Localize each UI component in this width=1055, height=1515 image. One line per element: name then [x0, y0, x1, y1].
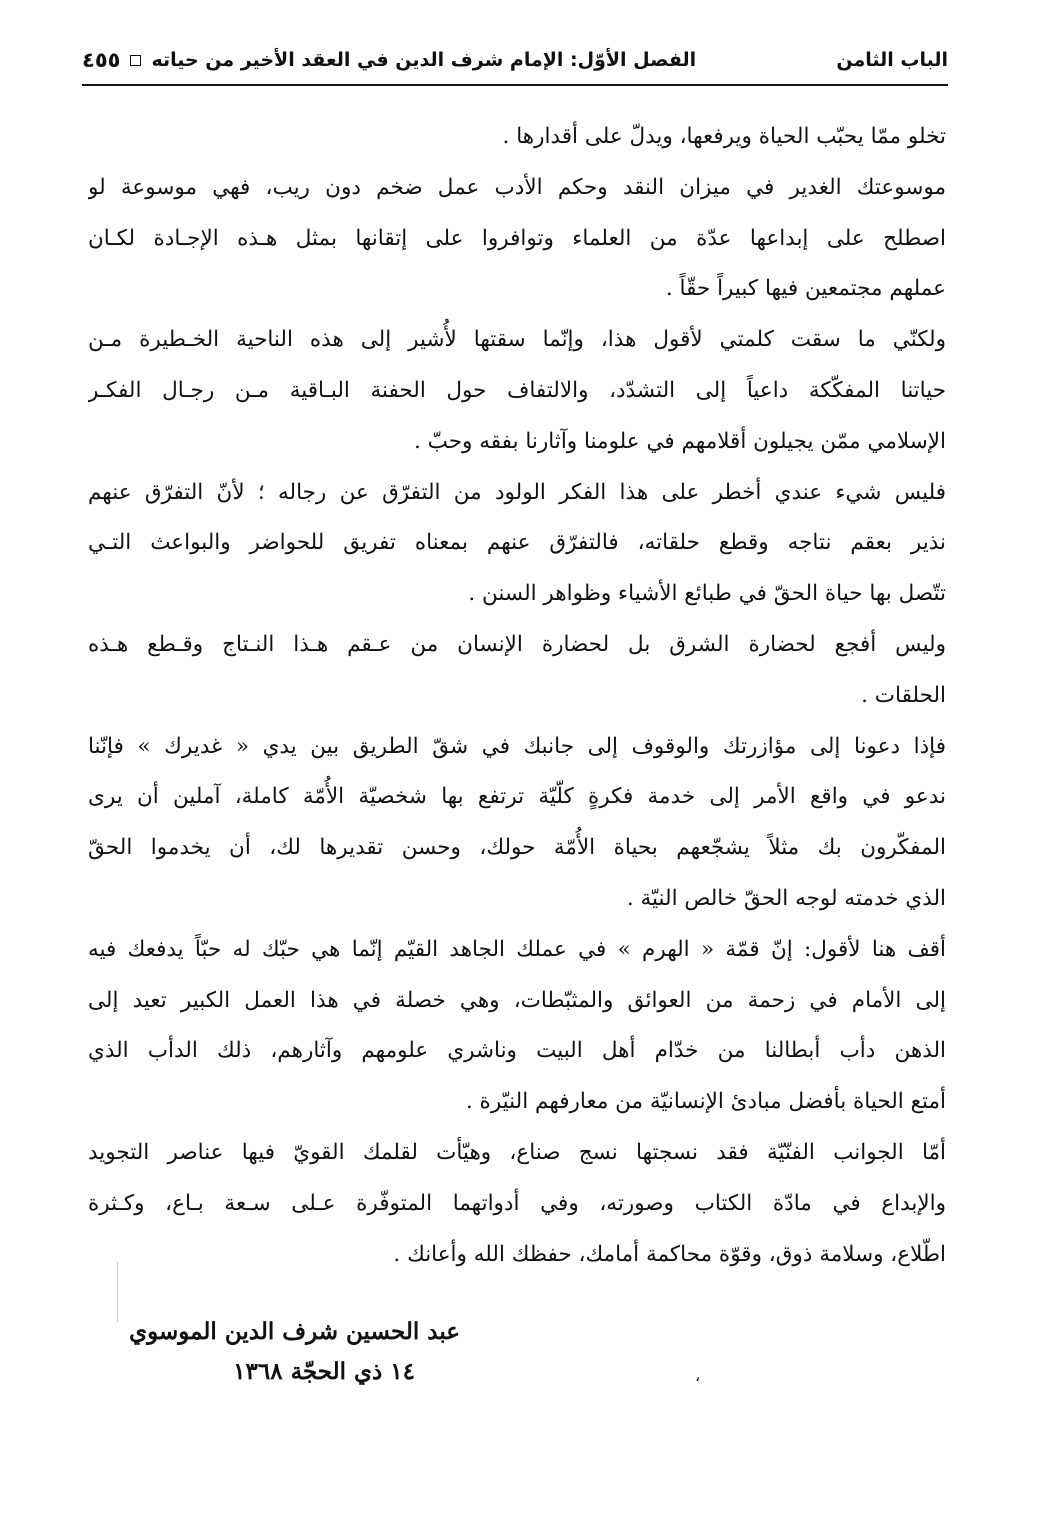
signature-block: [100, 1312, 460, 1392]
text-line: إلى الأمام في زحمة من العوائق والمثبّطات، وهي خصلة في هذا العمل الكبير تعيد إلى: [88, 987, 946, 1013]
text-line: موسوعتك الغدير في ميزان النقد وحكم الأدب عمل ضخم دون ريب، فهي موسوعة لو: [88, 174, 946, 200]
text-line: ندعو في واقع الأمر إلى خدمة فكرةٍ كلّيّة ترتفع بها شخصيّة الأُمّة كاملة، آملين أن يرى: [88, 784, 946, 810]
paragraph: [88, 620, 946, 722]
text-line: نذير بعقم نتاجه وقطع حلقاته، فالتفرّق عنهم بمعناه تفريق للحواضر والبواعث التـي: [88, 530, 946, 556]
text-line: وليس أفجع لحضارة الشرق بل لحضارة الإنسان من عـقم هـذا النـتاج وقـطع هـذه: [88, 631, 946, 657]
text-line: الحلقات .: [861, 682, 946, 708]
text-line: عملهم مجتمعين فيها كبيراً حقّاً .: [665, 276, 946, 302]
page-number: ٤٥٥: [82, 48, 121, 72]
text-line: أمتع الحياة بأفضل مبادئ الإنسانيّة من معارفهم النيّرة .: [465, 1089, 946, 1115]
paragraph: [88, 468, 946, 620]
text-line: اصطلح على إبداعها عدّة من العلماء وتوافروا على إتقانها بمثل هـذه الإجـادة لكـان: [88, 225, 946, 251]
text-line: تتّصل بها حياة الحقّ في طبائع الأشياء وظواهر السنن .: [468, 581, 946, 607]
signature-name: عبد الحسين شرف الدين الموسوي: [129, 1318, 460, 1345]
text-line: الذهن دأب أبطالنا من خدّام أهل البيت وناشري علومهم وآثارهم، ذلك الدأب الذي: [88, 1038, 946, 1064]
header-rule: [82, 84, 948, 86]
text-line: الإسلامي ممّن يجيلون أقلامهم في علومنا وآثارنا بفقه وحبّ .: [413, 428, 946, 454]
text-line: الذي خدمته لوجه الحقّ خالص النيّة .: [626, 885, 946, 911]
signature-date: ١٤ ذي الحجّة ١٣٦٨: [233, 1358, 415, 1385]
paragraph: [88, 925, 946, 1128]
chapter-title: الباب الثامن: [836, 49, 948, 71]
text-line: فإذا دعونا إلى مؤازرتك والوقوف إلى جانبك في شقّ الطريق بين يدي « غديرك » فإنّنا: [88, 733, 946, 759]
text-line: المفكّرون بك مثلاً يشجّعهم بحياة الأُمّة حولك، وحسن تقديرها لك، أن يخدموا الحقّ: [88, 835, 946, 861]
paragraph: [88, 722, 946, 925]
paragraph: [88, 112, 946, 163]
square-separator-icon: [130, 55, 141, 66]
section-title: الفصل الأوّل: الإمام شرف الدين في العقد الأخير من حياته: [151, 49, 697, 71]
paragraph: [88, 1128, 946, 1280]
text-line: أمّا الجوانب الفنّيّة فقد نسجتها نسج صناع، وهيّأت لقلمك القويّ فيها عناصر التجويد: [88, 1139, 946, 1165]
text-line: فليس شيء عندي أخطر على هذا الفكر الولود من التفرّق عن رجاله ؛ لأنّ التفرّق عنهم: [88, 479, 946, 505]
stray-mark: ،: [695, 1366, 701, 1385]
text-line: والإبداع في مادّة الكتاب وصورته، وفي أدواتهما المتوفّرة عـلى سـعة بـاع، وكـثرة: [88, 1190, 946, 1216]
paragraph: [88, 315, 946, 467]
text-line: اطّلاع، وسلامة ذوق، وقوّة محاكمة أمامك، حفظك الله وأعانك .: [393, 1241, 946, 1267]
running-header: [82, 40, 948, 80]
section-and-page: [82, 48, 696, 72]
text-line: تخلو ممّا يحبّب الحياة ويرفعها، ويدلّ على أقدارها .: [502, 124, 946, 149]
paragraph: [88, 163, 946, 315]
body-text: [88, 112, 946, 1280]
text-line: أقف هنا لأقول: إنّ قمّة « الهرم » في عملك الجاهد القيّم إنّما هي حبّك له حبّاً يدفعك فيه: [88, 936, 946, 962]
text-line: ولكنّي ما سقت كلمتي لأقول هذا، وإنّما سقتها لأُشير إلى هذه الناحية الخـطيرة مـن: [88, 327, 946, 353]
text-line: حياتنا المفكّكة داعياً إلى التشدّد، والالتفاف حول الحفنة البـاقية مـن رجـال الفكـر: [88, 377, 946, 403]
